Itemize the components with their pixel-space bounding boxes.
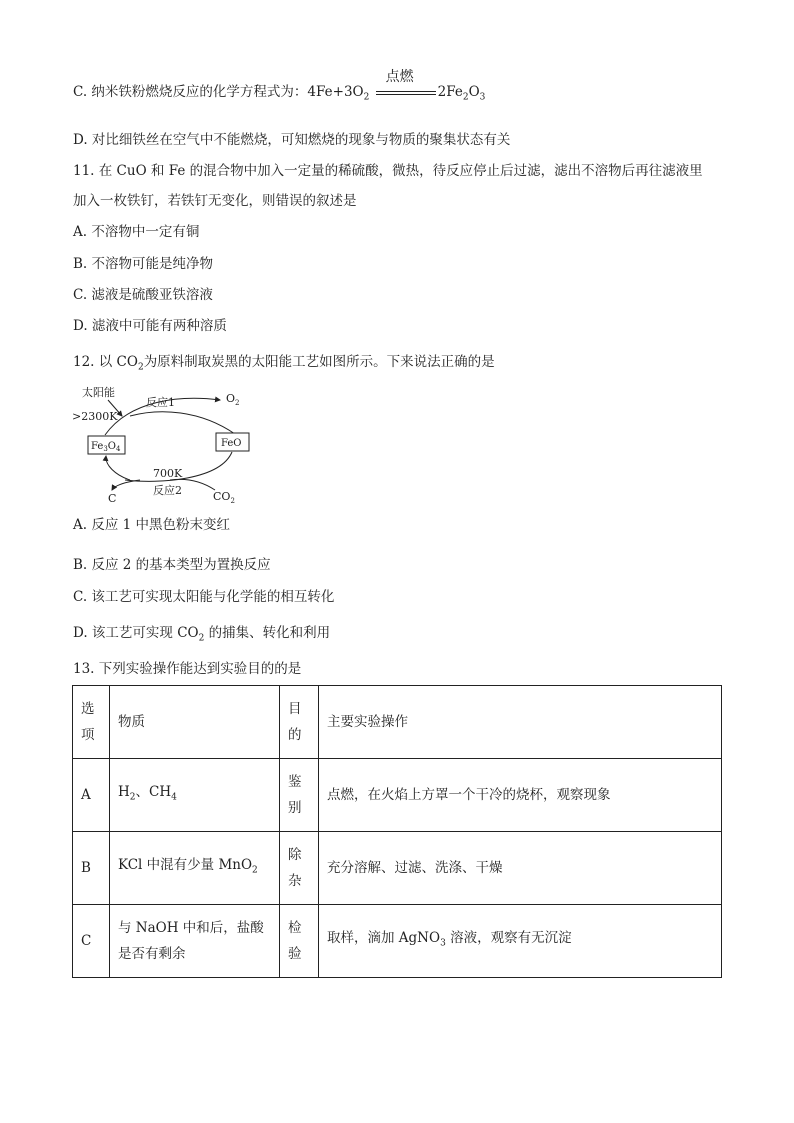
reaction-condition-arrow — [376, 68, 436, 103]
q12-option-c: C. 该工艺可实现太阳能与化学能的相互转化 — [73, 589, 335, 605]
fe3o4-to-feo-arc — [130, 412, 235, 434]
row-purpose: 鉴别 — [280, 759, 319, 832]
table-header-row — [73, 686, 722, 759]
q11-option-d: D. 滤液中可能有两种溶质 — [73, 318, 227, 334]
reaction2-label: 反应2 — [153, 484, 182, 497]
row-substance: $H_2$、$CH_4$ — [110, 759, 280, 832]
q13-table — [72, 685, 722, 978]
row-option: A — [73, 759, 110, 832]
header-operation: 主要实验操作 — [319, 686, 722, 759]
q11-stem-line1: 11. 在 CuO 和 Fe 的混合物中加入一定量的稀硫酸，微热，待反应停止后过滤，滤出不溶物后再往滤液里 — [73, 163, 703, 179]
q11-option-b: B. 不溶物可能是纯净物 — [73, 256, 214, 272]
q10-option-c: C. 纳米铁粉燃烧反应的化学方程式为：$4Fe+3O_2$ 点燃 $2Fe_2O_3$ — [73, 68, 486, 103]
high-temp-label: >2300K — [72, 410, 118, 423]
table-row — [73, 905, 722, 978]
row-purpose: 检验 — [280, 905, 319, 978]
q13-stem: 13. 下列实验操作能达到实验目的的是 — [73, 661, 302, 677]
q12-option-b: B. 反应 2 的基本类型为置换反应 — [73, 557, 271, 573]
q12-option-a: A. 反应 1 中黑色粉末变红 — [73, 517, 231, 533]
q11-option-a: A. 不溶物中一定有铜 — [73, 224, 200, 240]
row-option: C — [73, 905, 110, 978]
q10-option-d: D. 对比细铁丝在空气中不能燃烧，可知燃烧的现象与物质的聚集状态有关 — [73, 132, 511, 148]
header-option: 选项 — [73, 686, 110, 759]
q11-stem-line2: 加入一枚铁钉，若铁钉无变化，则错误的叙述是 — [73, 193, 357, 209]
co2-label: $CO_2$ — [213, 490, 235, 505]
to-fe3o4-arc — [106, 456, 130, 480]
row-substance: KCl 中混有少量 MnO$_2$ — [110, 832, 280, 905]
carbon-label: C — [108, 492, 117, 505]
row-operation: 取样，滴加 AgNO$_3$ 溶液，观察有无沉淀 — [319, 905, 722, 978]
o2-label: $O_2$ — [226, 392, 240, 407]
header-substance: 物质 — [110, 686, 280, 759]
low-temp-label: 700K — [153, 467, 183, 480]
reaction1-label: 反应1 — [146, 396, 175, 409]
header-purpose: 目的 — [280, 686, 319, 759]
row-purpose: 除杂 — [280, 832, 319, 905]
row-option: B — [73, 832, 110, 905]
table-row — [73, 759, 722, 832]
feo-label: FeO — [221, 438, 242, 449]
row-operation: 充分溶解、过滤、洗涤、干燥 — [319, 832, 722, 905]
table-row — [73, 832, 722, 905]
solar-energy-label: 太阳能 — [82, 386, 115, 399]
q11-option-c: C. 滤液是硫酸亚铁溶液 — [73, 287, 213, 303]
q12-stem: 12. 以 $CO_2$为原料制取炭黑的太阳能工艺如图所示。下来说法正确的是 — [73, 354, 495, 373]
solar-process-diagram — [70, 380, 260, 505]
q12-option-d: D. 该工艺可实现 $CO_2$ 的捕集、转化和利用 — [73, 625, 331, 644]
row-operation: 点燃，在火焰上方罩一个干冷的烧杯，观察现象 — [319, 759, 722, 832]
condition-label: 点燃 — [385, 68, 414, 85]
to-c-arc — [112, 480, 140, 490]
row-substance: 与 NaOH 中和后，盐酸是否有剩余 — [110, 905, 280, 978]
fe3o4-label: $Fe_3O_4$ — [91, 441, 121, 453]
